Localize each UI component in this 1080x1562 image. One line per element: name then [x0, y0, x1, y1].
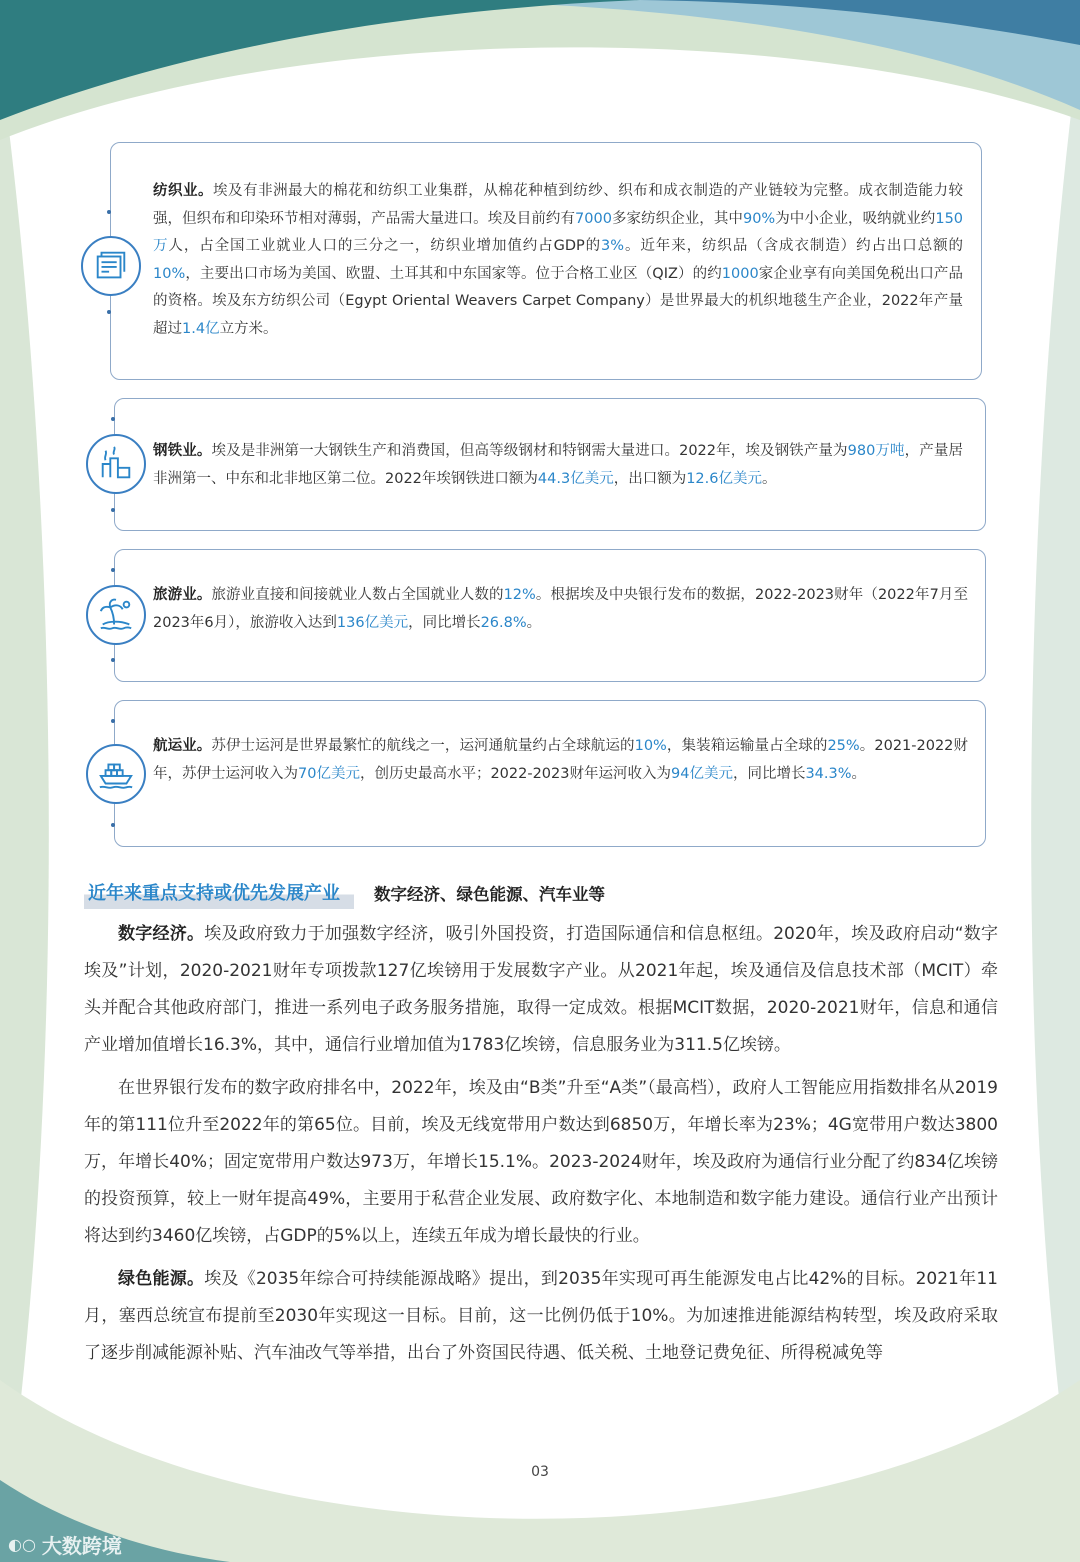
highlight-value: 90%: [742, 210, 776, 227]
card-dot: [111, 508, 115, 512]
body-text: [84, 916, 998, 1372]
paragraph-title: 绿色能源。: [118, 1269, 205, 1289]
highlight-value: 12.6亿美元: [686, 470, 762, 487]
paragraph-digital-government: [84, 1070, 998, 1255]
palm-island-icon: [86, 585, 146, 645]
page-number: 03: [531, 1464, 549, 1480]
card-dot: [107, 310, 111, 314]
card-body-text: ，出口额为: [613, 470, 687, 487]
card-body-text: 埃及有非洲最大的棉花和纺织工业集群，从棉花种植到纺纱、织布和成衣制造的产业链较为完整。成衣制造能力较强，但织布和印染环节相对薄弱，产品需大量进口。埃及目前约有: [153, 183, 964, 227]
paragraph-body: 埃及《2035年综合可持续能源战略》提出，到2035年实现可再生能源发电占比42%的目标。2021年11月，塞西总统宣布提前至2030年实现这一目标。目前，这一比例仍低于10%。为加速推进能源结构转型，埃及政府采取了逐步削减能源补贴、汽车油改气等举措，出台了外资国民待遇、低关税、土地登记费免征、所得税减免等: [84, 1269, 998, 1363]
highlight-value: 3%: [601, 238, 625, 255]
paragraph-green-energy: [84, 1261, 998, 1372]
card-body-text: 。根据埃及中央银行发布的数据，2022-2023财年（2022年7月至2023年6月），旅游收入达到: [153, 587, 969, 631]
highlight-value: 94亿美元: [671, 765, 733, 782]
highlight-value: 7000: [575, 210, 612, 227]
card-body-text: 苏伊士运河是世界最繁忙的航线之一，运河通航量约占全球航运的: [211, 738, 635, 754]
card-dot: [111, 658, 115, 662]
card-body-text: ，同比增长: [732, 765, 806, 782]
card-text-shipping: [153, 733, 968, 788]
card-body-text: ，产量居非洲第一、中东和北非地区第二位。2022年埃钢铁进口额为: [153, 443, 964, 487]
card-title: 钢铁业。: [153, 443, 212, 459]
card-body-text: 家企业享有向美国免税出口产品的资格。埃及东方纺织公司（Egypt Oriental Weavers Carpet Company）是世界最大的机织地毯生产企业，2022年产量超过: [153, 265, 964, 337]
section-heading: [84, 877, 605, 909]
section-tag: 近年来重点支持或优先发展产业: [84, 877, 354, 909]
card-body-text: 旅游业直接和间接就业人数占全国就业人数的: [211, 587, 504, 603]
card-body-text: ，集装箱运输量占全球的: [666, 738, 828, 754]
textile-machine-icon: [81, 236, 141, 296]
card-title: 航运业。: [153, 738, 212, 754]
card-dot: [107, 210, 111, 214]
card-text-tourism: [153, 582, 968, 637]
section-subtitle: 数字经济、绿色能源、汽车业等: [374, 885, 605, 904]
card-body-text: ，创历史最高水平；2022-2023财年运河收入为: [359, 765, 671, 782]
highlight-value: 1000: [721, 265, 759, 282]
paragraph-body: 在世界银行发布的数字政府排名中，2022年，埃及由“B类”升至“A类”（最高档），政府人工智能应用指数排名从2019年的第111位升至2022年的第65位。目前，埃及无线宽带用户数达到6850万，年增长率为23%；4G宽带用户数达3800万，年增长40%；固定宽带用户数达973万，年增长15.1%。2023-2024财年，埃及政府为通信行业分配了约834亿埃镑的投资预算，较上一财年提高49%，主要用于私营企业发展、政府数字化、本地制造和数字能力建设。通信行业产出预计将达到约3460亿埃镑，占GDP的5%以上，连续五年成为增长最快的行业。: [84, 1078, 998, 1246]
highlight-value: 150万: [153, 210, 964, 255]
highlight-value: 136亿美元: [336, 614, 409, 631]
paragraph-title: 数字经济。: [118, 924, 205, 944]
card-body-text: 。近年来，纺织品（含成衣制造）约占出口总额的: [624, 238, 964, 255]
card-dot: [111, 823, 115, 827]
highlight-value: 70亿美元: [298, 765, 360, 782]
watermark-logo-icon: ◐○: [8, 1535, 36, 1554]
highlight-value: 10%: [153, 265, 186, 282]
card-dot: [111, 417, 115, 421]
highlight-value: 44.3亿美元: [537, 470, 614, 487]
highlight-value: 34.3%: [805, 765, 852, 782]
card-body-text: 。: [851, 765, 867, 782]
card-body-text: 。: [762, 470, 777, 487]
paragraph-body: 埃及政府致力于加强数字经济，吸引外国投资，打造国际通信和信息枢纽。2020年，埃及政府启动“数字埃及”计划，2020-2021财年专项拨款127亿埃镑用于发展数字产业。从2021年起，埃及通信及信息技术部（MCIT）牵头并配合其他政府部门，推进一系列电子政务服务措施，取得一定成效。根据MCIT数据，2020-2021财年，信息和通信产业增加值增长16.3%，其中，通信行业增加值为1783亿埃镑，信息服务业为311.5亿埃镑。: [84, 924, 998, 1055]
card-text-textile: [153, 178, 963, 344]
card-body-text: ，主要出口市场为美国、欧盟、土耳其和中东国家等。位于合格工业区（QIZ）的约: [185, 265, 722, 282]
highlight-value: 26.8%: [480, 614, 527, 631]
paragraph-digital-economy: [84, 916, 998, 1064]
container-ship-icon: [86, 744, 146, 804]
steel-factory-icon: [86, 434, 146, 494]
card-text-steel: [153, 438, 963, 493]
card-body-text: 立方米。: [219, 320, 278, 337]
card-body-text: 。2021-2022财年，苏伊士运河收入为: [153, 738, 969, 782]
card-body-text: ，同比增长: [408, 614, 481, 631]
card-body-text: 为中小企业，吸纳就业约: [775, 210, 936, 227]
highlight-value: 25%: [827, 738, 860, 754]
watermark-text: 大数跨境: [41, 1534, 122, 1558]
card-body-text: 人，占全国工业就业人口的三分之一，纺织业增加值约占GDP的: [168, 238, 602, 255]
card-dot: [111, 719, 115, 723]
card-dot: [111, 568, 115, 572]
card-body-text: 埃及是非洲第一大钢铁生产和消费国，但高等级钢材和特钢需大量进口。2022年，埃及钢铁产量为: [211, 443, 848, 459]
card-title: 旅游业。: [153, 587, 212, 603]
highlight-value: 12%: [503, 587, 536, 603]
card-body-text: 。: [526, 614, 542, 631]
highlight-value: 1.4亿: [182, 320, 220, 337]
card-body-text: 多家纺织企业，其中: [611, 210, 743, 227]
card-title: 纺织业。: [153, 183, 214, 199]
highlight-value: 980万吨: [847, 443, 905, 459]
highlight-value: 10%: [634, 738, 667, 754]
watermark: [8, 1530, 122, 1559]
